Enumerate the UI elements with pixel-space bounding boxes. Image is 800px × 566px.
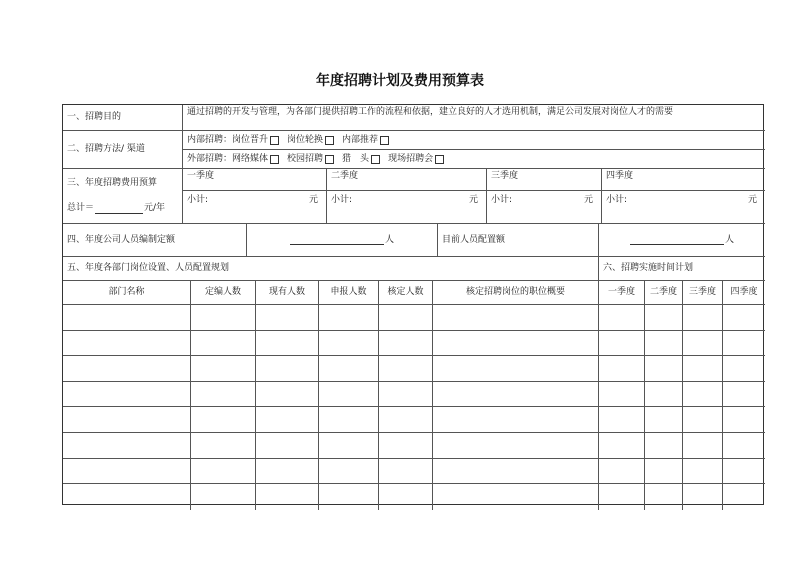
table-cell[interactable] bbox=[645, 407, 683, 433]
table-cell[interactable] bbox=[63, 407, 191, 433]
subtotal-unit: 元 bbox=[308, 195, 318, 205]
table-cell[interactable] bbox=[191, 305, 256, 331]
table-cell[interactable] bbox=[256, 407, 319, 433]
table-header-cell: 三季度 bbox=[683, 281, 723, 305]
table-cell[interactable] bbox=[433, 331, 599, 357]
job-fair-checkbox[interactable] bbox=[435, 155, 444, 164]
quarter-3-subtotal[interactable] bbox=[487, 191, 602, 224]
table-header-cell: 四季度 bbox=[723, 281, 765, 305]
table-header-cell: 二季度 bbox=[645, 281, 683, 305]
rotation-checkbox[interactable] bbox=[325, 136, 334, 145]
current-staff-field[interactable] bbox=[599, 224, 765, 257]
table-cell[interactable] bbox=[191, 382, 256, 408]
table-header-cell: 申报人数 bbox=[319, 281, 379, 305]
table-cell[interactable] bbox=[379, 407, 433, 433]
subtotal-unit: 元 bbox=[747, 195, 757, 205]
subtotal-label: 小计: bbox=[331, 195, 353, 205]
table-cell[interactable] bbox=[683, 484, 723, 510]
table-cell[interactable] bbox=[645, 356, 683, 382]
option-rotation: 岗位轮换 bbox=[287, 134, 324, 145]
internal-recruit-row bbox=[183, 131, 765, 150]
table-cell[interactable] bbox=[599, 459, 645, 485]
subtotal-label: 小计: bbox=[606, 195, 628, 205]
table-cell[interactable] bbox=[723, 356, 765, 382]
campus-checkbox[interactable] bbox=[325, 155, 334, 164]
headcount-quota-field[interactable] bbox=[247, 224, 438, 257]
table-cell[interactable] bbox=[191, 484, 256, 510]
table-cell[interactable] bbox=[63, 484, 191, 510]
table-cell[interactable] bbox=[379, 459, 433, 485]
table-cell[interactable] bbox=[645, 484, 683, 510]
table-cell[interactable] bbox=[319, 305, 379, 331]
quarter-3-header: 三季度 bbox=[487, 169, 602, 191]
table-cell[interactable] bbox=[63, 356, 191, 382]
quarter-1-header: 一季度 bbox=[183, 169, 327, 191]
option-referral: 内部推荐 bbox=[342, 134, 379, 145]
quarter-2-header: 二季度 bbox=[327, 169, 487, 191]
option-headhunter: 猎 头 bbox=[342, 153, 370, 164]
budget-label: 三、年度招聘费用预算 bbox=[67, 178, 158, 188]
section-5-label: 五、年度各部门岗位设置、人员配置规划 bbox=[63, 257, 599, 281]
table-cell[interactable] bbox=[256, 305, 319, 331]
current-staff-blank[interactable] bbox=[630, 235, 724, 245]
promotion-checkbox[interactable] bbox=[270, 136, 279, 145]
table-header-cell: 部门名称 bbox=[63, 281, 191, 305]
table-cell[interactable] bbox=[319, 356, 379, 382]
table-cell[interactable] bbox=[723, 433, 765, 459]
budget-total-blank[interactable] bbox=[95, 204, 143, 214]
table-cell[interactable] bbox=[433, 459, 599, 485]
table-cell[interactable] bbox=[379, 331, 433, 357]
headcount-quota-blank[interactable] bbox=[290, 235, 384, 245]
section-6-label: 六、招聘实施时间计划 bbox=[599, 257, 765, 281]
table-cell[interactable] bbox=[191, 459, 256, 485]
table-cell[interactable] bbox=[256, 433, 319, 459]
quarter-4-subtotal[interactable] bbox=[602, 191, 765, 224]
headcount-quota-unit: 人 bbox=[384, 234, 394, 245]
table-cell[interactable] bbox=[645, 331, 683, 357]
table-cell[interactable] bbox=[319, 433, 379, 459]
table-cell[interactable] bbox=[433, 382, 599, 408]
external-recruit-row bbox=[183, 150, 765, 169]
table-cell[interactable] bbox=[433, 484, 599, 510]
subtotal-label: 小计: bbox=[491, 195, 513, 205]
option-promotion: 岗位晋升 bbox=[232, 134, 269, 145]
table-cell[interactable] bbox=[433, 305, 599, 331]
table-header-cell: 核定人数 bbox=[379, 281, 433, 305]
quarter-2-subtotal[interactable] bbox=[327, 191, 487, 224]
current-staff-label: 目前人员配置额 bbox=[438, 224, 599, 257]
table-cell[interactable] bbox=[63, 305, 191, 331]
table-cell[interactable] bbox=[683, 305, 723, 331]
online-media-checkbox[interactable] bbox=[270, 155, 279, 164]
table-cell[interactable] bbox=[63, 382, 191, 408]
table-cell[interactable] bbox=[319, 407, 379, 433]
table-cell[interactable] bbox=[379, 356, 433, 382]
table-cell[interactable] bbox=[683, 459, 723, 485]
table-cell[interactable] bbox=[723, 484, 765, 510]
external-recruit-label: 外部招聘： bbox=[187, 153, 233, 164]
option-online-media: 网络媒体 bbox=[232, 153, 269, 164]
table-cell[interactable] bbox=[599, 484, 645, 510]
table-cell[interactable] bbox=[256, 484, 319, 510]
table-cell[interactable] bbox=[723, 331, 765, 357]
subtotal-unit: 元 bbox=[468, 195, 478, 205]
table-cell[interactable] bbox=[645, 382, 683, 408]
option-job-fair: 现场招聘会 bbox=[388, 153, 434, 164]
table-cell[interactable] bbox=[319, 382, 379, 408]
table-cell[interactable] bbox=[599, 382, 645, 408]
table-cell[interactable] bbox=[599, 331, 645, 357]
table-cell[interactable] bbox=[723, 382, 765, 408]
internal-recruit-label: 内部招聘： bbox=[187, 134, 233, 145]
option-campus: 校园招聘 bbox=[287, 153, 324, 164]
budget-total-suffix: 元/年 bbox=[144, 203, 166, 213]
purpose-label: 一、招聘目的 bbox=[63, 105, 183, 131]
table-cell[interactable] bbox=[433, 407, 599, 433]
table-header-cell: 现有人数 bbox=[256, 281, 319, 305]
table-cell[interactable] bbox=[433, 356, 599, 382]
table-cell[interactable] bbox=[683, 407, 723, 433]
table-cell[interactable] bbox=[683, 433, 723, 459]
table-header-cell: 核定招聘岗位的职位概要 bbox=[433, 281, 599, 305]
table-cell[interactable] bbox=[256, 331, 319, 357]
table-cell[interactable] bbox=[319, 484, 379, 510]
recruitment-form bbox=[62, 104, 764, 505]
quarter-1-subtotal[interactable] bbox=[183, 191, 327, 224]
table-cell[interactable] bbox=[256, 459, 319, 485]
table-cell[interactable] bbox=[599, 407, 645, 433]
table-cell[interactable] bbox=[645, 459, 683, 485]
table-cell[interactable] bbox=[63, 433, 191, 459]
table-cell[interactable] bbox=[319, 459, 379, 485]
table-cell[interactable] bbox=[63, 331, 191, 357]
table-cell[interactable] bbox=[256, 382, 319, 408]
referral-checkbox[interactable] bbox=[380, 136, 389, 145]
table-cell[interactable] bbox=[379, 433, 433, 459]
quarter-4-header: 四季度 bbox=[602, 169, 765, 191]
table-cell[interactable] bbox=[599, 356, 645, 382]
headcount-label: 四、年度公司人员编制定额 bbox=[63, 224, 247, 257]
table-cell[interactable] bbox=[599, 433, 645, 459]
table-cell[interactable] bbox=[191, 331, 256, 357]
table-cell[interactable] bbox=[599, 305, 645, 331]
subtotal-unit: 元 bbox=[583, 195, 593, 205]
table-cell[interactable] bbox=[433, 433, 599, 459]
table-cell[interactable] bbox=[319, 331, 379, 357]
table-cell[interactable] bbox=[683, 331, 723, 357]
budget-total-prefix: 总计＝ bbox=[67, 203, 95, 213]
budget-label-cell bbox=[63, 169, 183, 224]
table-cell[interactable] bbox=[683, 356, 723, 382]
table-cell[interactable] bbox=[379, 382, 433, 408]
current-staff-unit: 人 bbox=[724, 234, 734, 245]
page-title: 年度招聘计划及费用预算表 bbox=[316, 73, 484, 89]
table-cell[interactable] bbox=[723, 407, 765, 433]
table-cell[interactable] bbox=[683, 382, 723, 408]
table-cell[interactable] bbox=[379, 305, 433, 331]
methods-label: 二、招聘方法/ 渠道 bbox=[63, 131, 183, 169]
table-cell[interactable] bbox=[645, 433, 683, 459]
table-cell[interactable] bbox=[379, 484, 433, 510]
subtotal-label: 小计: bbox=[187, 195, 209, 205]
table-cell[interactable] bbox=[723, 459, 765, 485]
table-cell[interactable] bbox=[645, 305, 683, 331]
table-header-cell: 一季度 bbox=[599, 281, 645, 305]
budget-total bbox=[67, 203, 165, 214]
table-cell[interactable] bbox=[191, 407, 256, 433]
table-cell[interactable] bbox=[191, 356, 256, 382]
table-cell[interactable] bbox=[191, 433, 256, 459]
headhunter-checkbox[interactable] bbox=[371, 155, 380, 164]
table-header-cell: 定编人数 bbox=[191, 281, 256, 305]
table-cell[interactable] bbox=[723, 305, 765, 331]
table-cell[interactable] bbox=[63, 459, 191, 485]
table-cell[interactable] bbox=[256, 356, 319, 382]
purpose-text: 通过招聘的开发与管理，为各部门提供招聘工作的流程和依据，建立良好的人才选用机制，满足公司发展对岗位人才的需要 bbox=[183, 105, 765, 131]
